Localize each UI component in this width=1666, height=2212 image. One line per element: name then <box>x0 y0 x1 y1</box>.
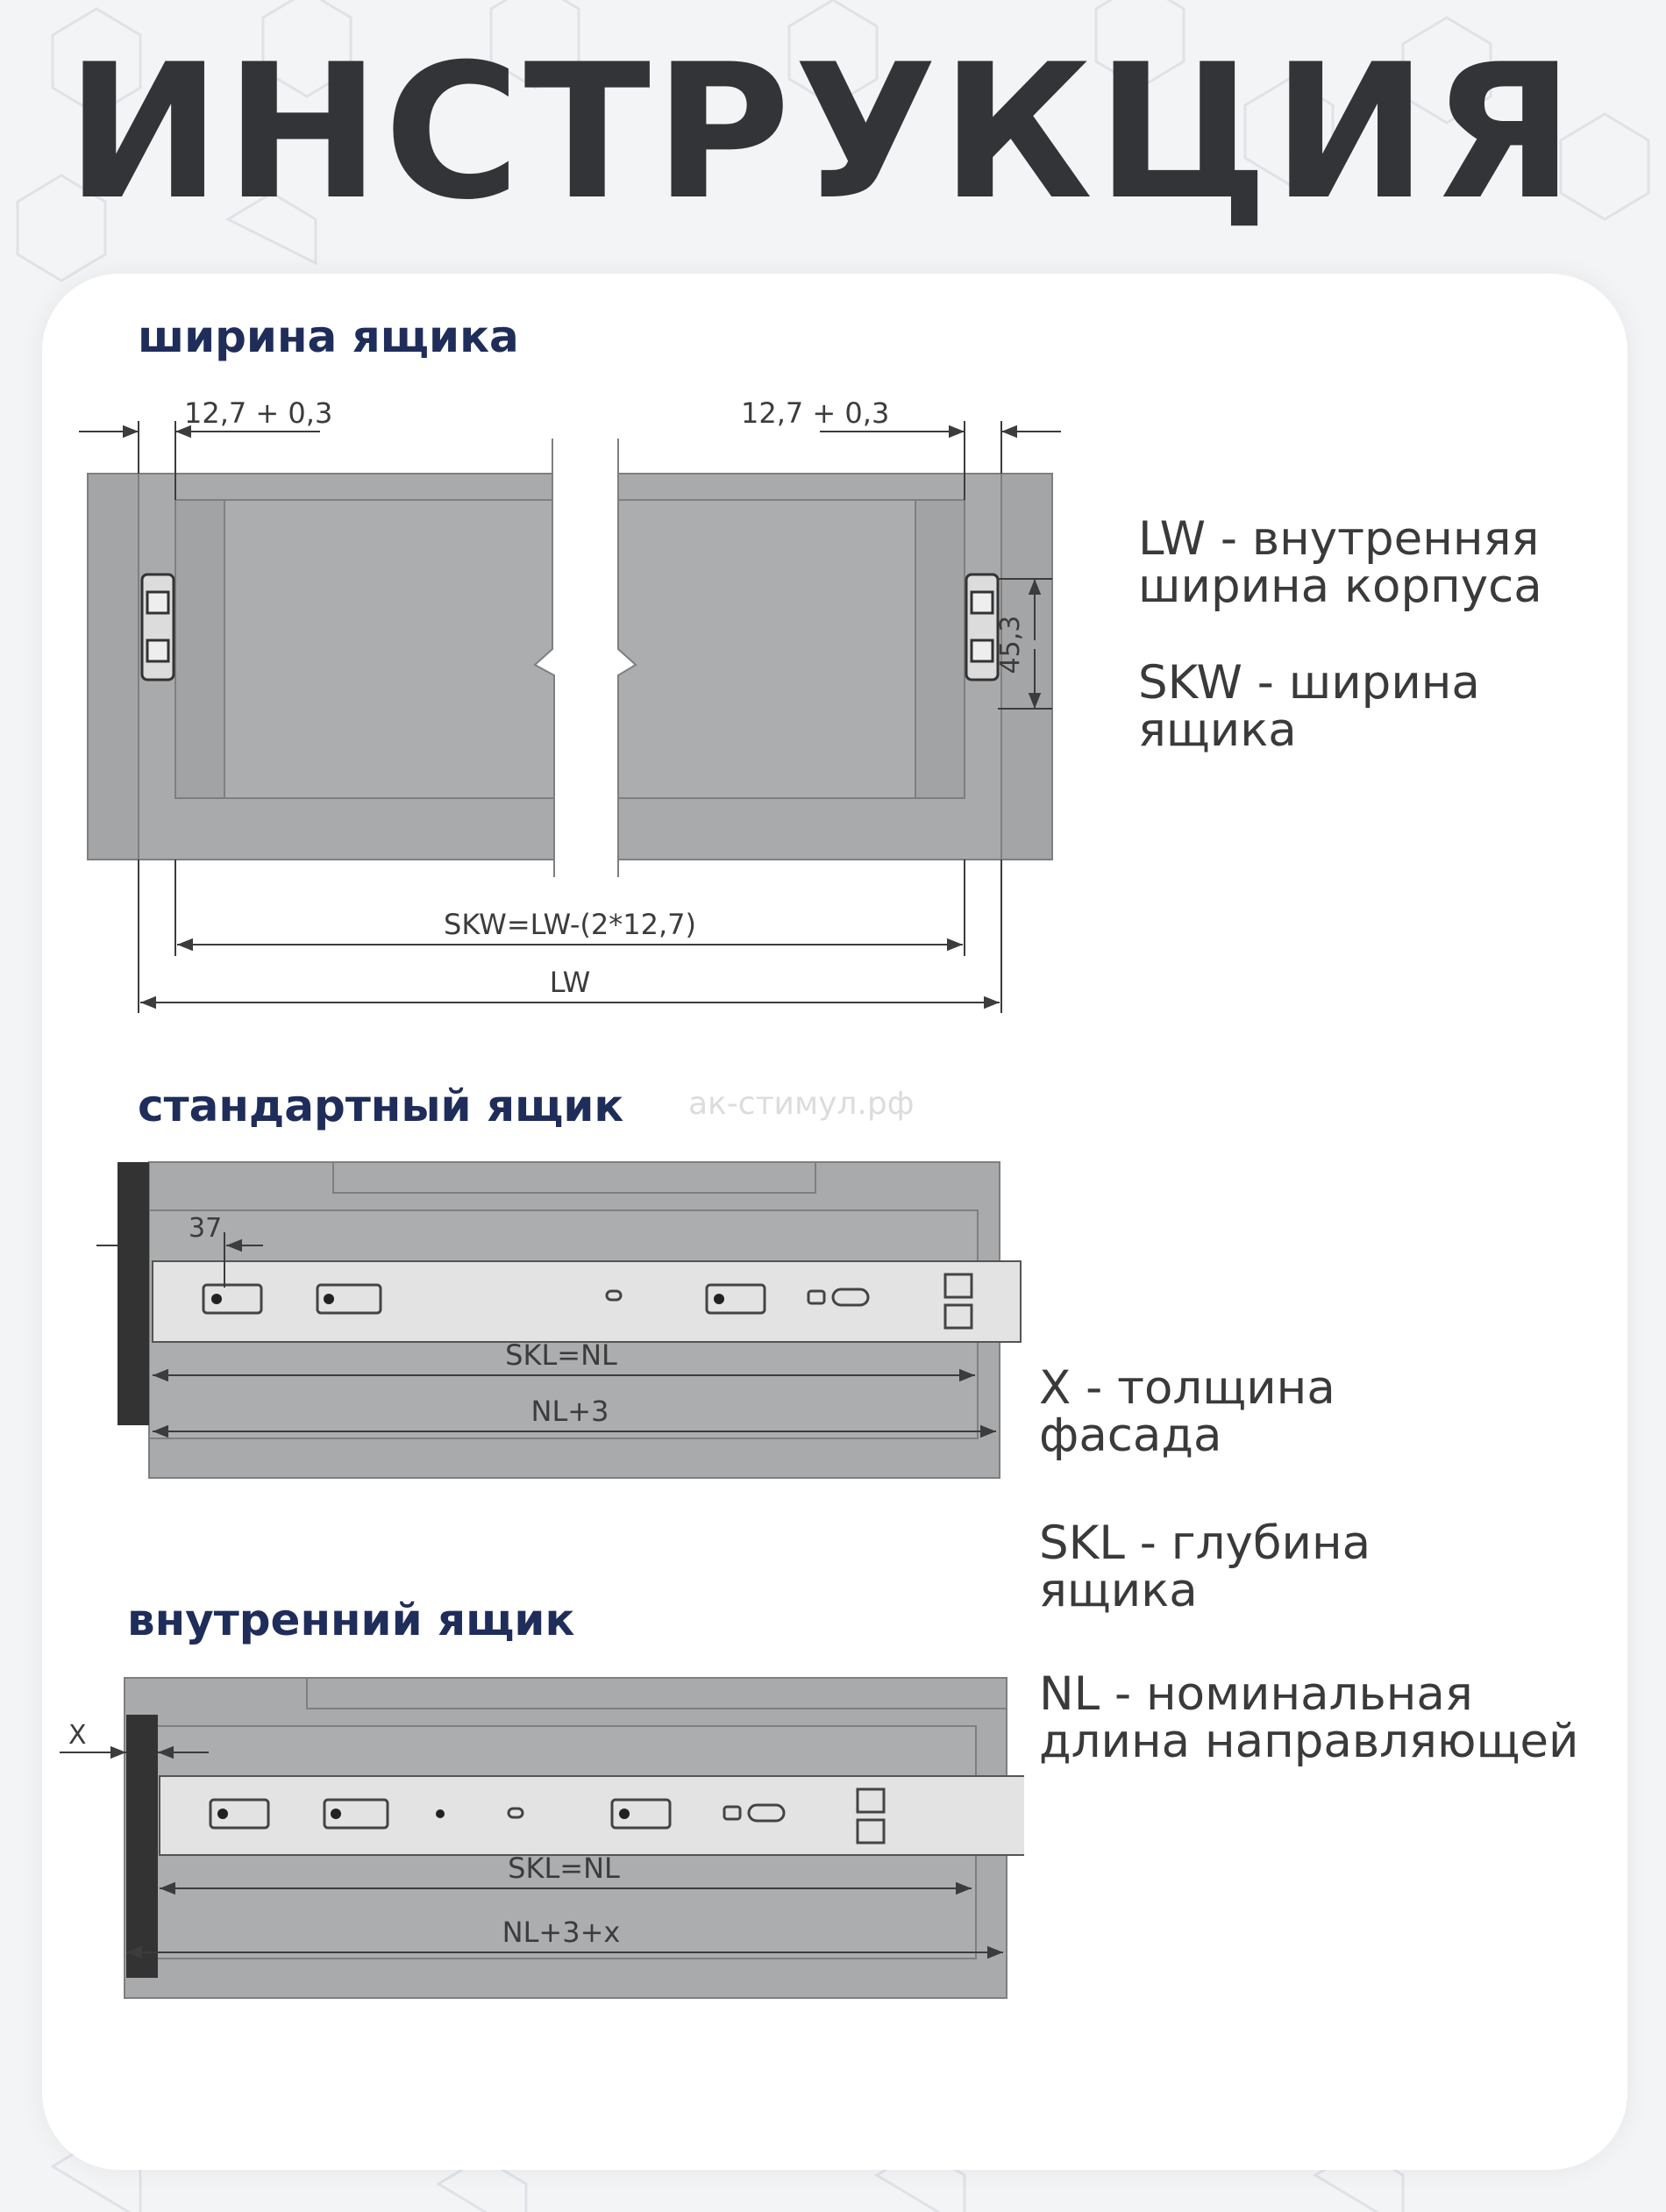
right-slide-icon <box>966 574 998 680</box>
skl-inner-label: SKL=NL <box>508 1852 620 1885</box>
lw-label: LW <box>549 966 591 999</box>
x-label: X <box>68 1720 87 1751</box>
inner-drawer-diagram <box>60 1666 1024 2009</box>
section-title-width: ширина ящика <box>138 311 519 362</box>
legend-skw: SKW - ширина ящика <box>1138 656 1480 758</box>
watermark: ак-стимул.рф <box>688 1086 915 1122</box>
slide-rail <box>160 1776 1024 1855</box>
drawer-width-diagram <box>70 386 1079 1035</box>
section-title-standard: стандартный ящик <box>138 1081 624 1131</box>
nl3x-label: NL+3+x <box>502 1916 621 1949</box>
offset-37-label: 37 <box>189 1213 223 1244</box>
legend-x: X - толщина фасада <box>1039 1361 1335 1463</box>
skw-formula-label: SKW=LW-(2*12,7) <box>444 908 696 941</box>
nl3-label: NL+3 <box>530 1395 609 1428</box>
page-title: ИНСТРУКЦИЯ <box>66 24 1578 240</box>
legend-skl: SKL - глубина ящика <box>1039 1516 1371 1618</box>
height-label: 45,3 <box>995 615 1026 674</box>
offset-left-label: 12,7 + 0,3 <box>184 396 333 430</box>
legend-nl: NL - номинальная длина направляющей <box>1039 1667 1579 1769</box>
skl-label: SKL=NL <box>505 1338 617 1372</box>
section-title-inner: внутренний ящик <box>127 1595 575 1645</box>
legend-lw: LW - внутренняя ширина корпуса <box>1138 512 1542 614</box>
standard-drawer-diagram <box>96 1149 1026 1491</box>
left-slide-icon <box>142 574 174 680</box>
slide-rail <box>153 1261 1021 1342</box>
offset-right-label: 12,7 + 0,3 <box>741 396 890 430</box>
